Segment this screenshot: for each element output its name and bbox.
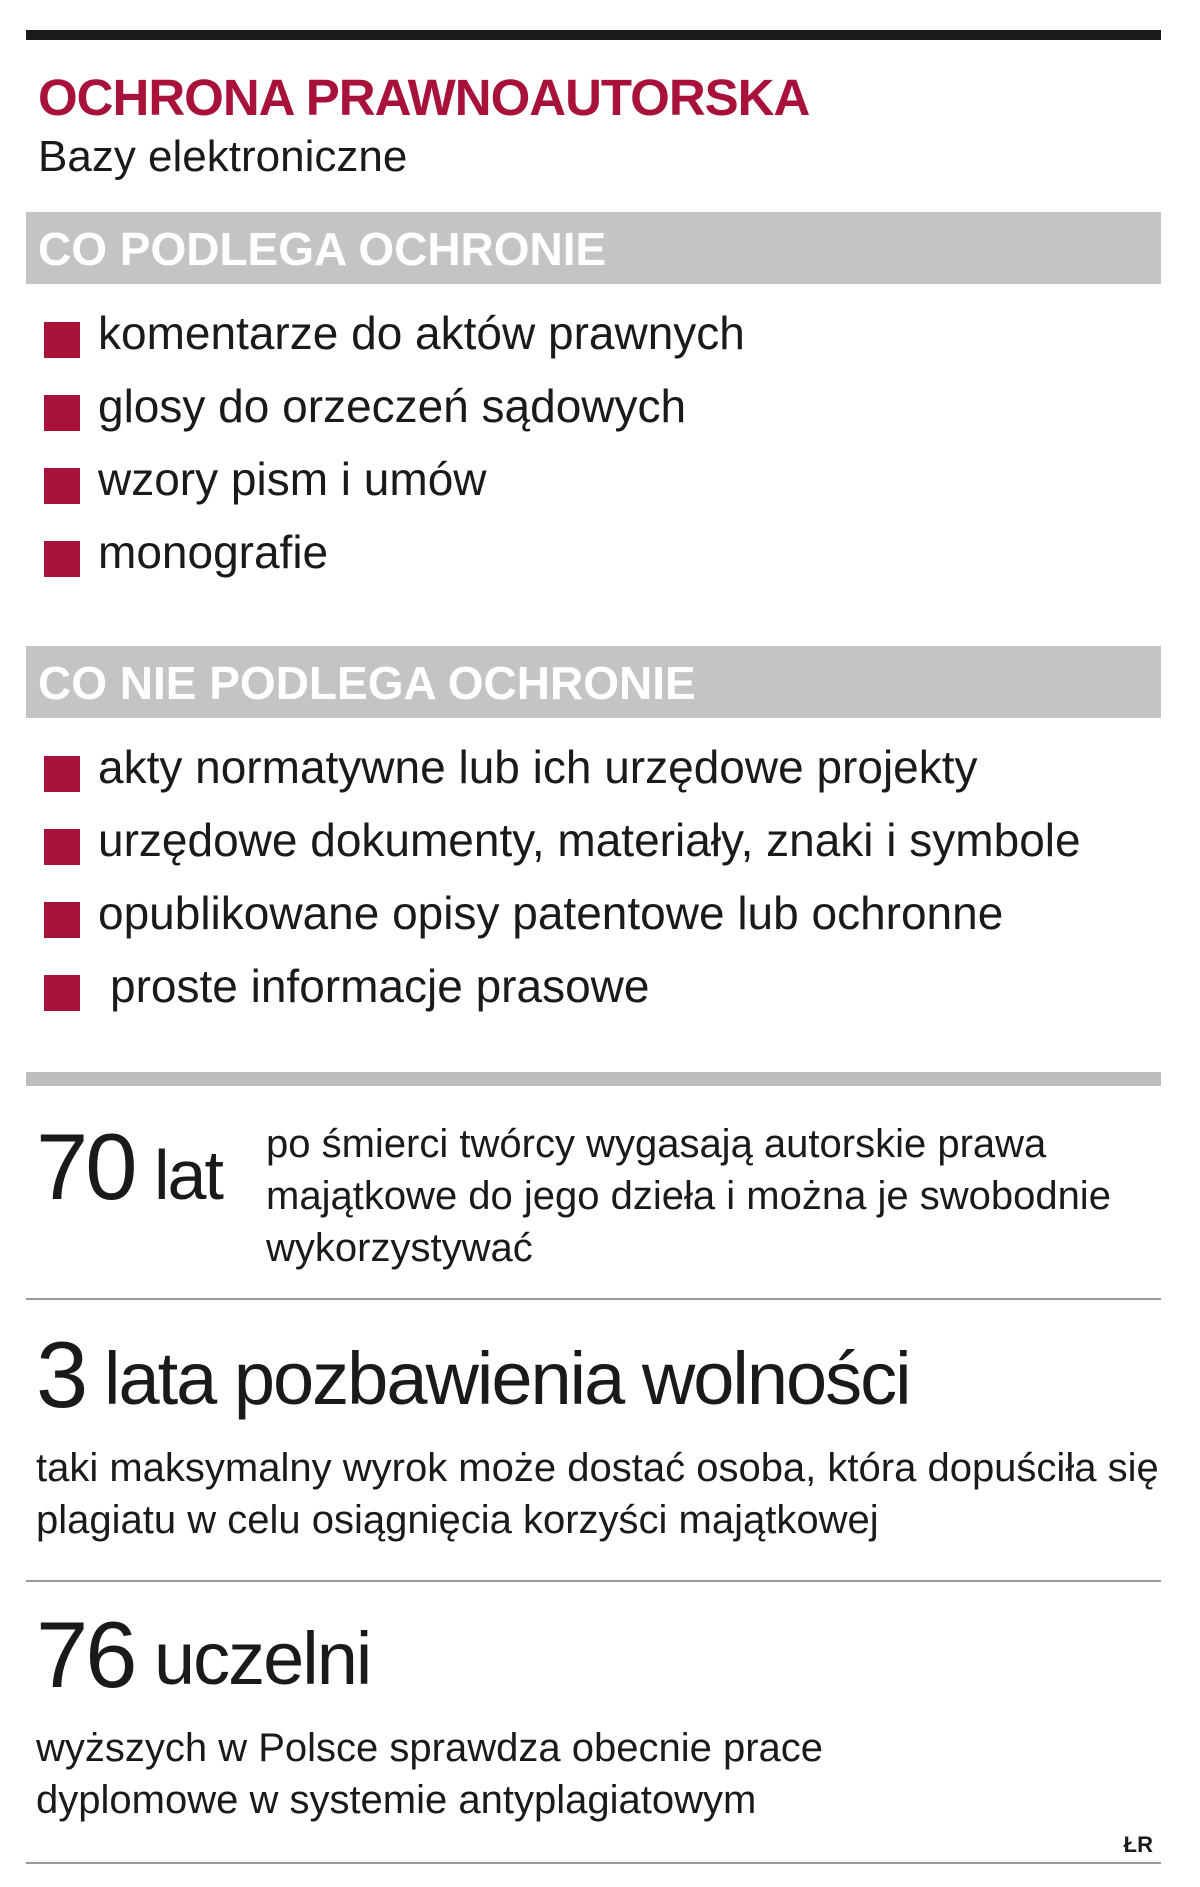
not-protected-heading: CO NIE PODLEGA OCHRONIE xyxy=(38,657,696,709)
list-item xyxy=(26,448,1161,521)
protected-heading: CO PODLEGA OCHRONIE xyxy=(38,223,607,275)
bullet-square-icon xyxy=(44,902,80,938)
fact-description: po śmierci twórcy wygasają autorskie prawa majątkowe do jego dzieła i można je swobodnie wykorzystywać xyxy=(266,1122,1111,1270)
infographic-title: OCHRONA PRAWNOAUTORSKA xyxy=(38,69,810,126)
fact-unit: lat xyxy=(154,1136,222,1214)
fact-unit: uczelni xyxy=(154,1617,371,1700)
not-protected-heading-band xyxy=(26,646,1161,718)
author-credit: ŁR xyxy=(1123,1832,1153,1857)
list-item xyxy=(26,302,1161,375)
bullet-square-icon xyxy=(44,468,80,504)
not-protected-list xyxy=(26,736,1161,1028)
fact-number: 70 xyxy=(36,1114,135,1219)
list-item-text: opublikowane opisy patentowe lub ochronne xyxy=(98,887,1004,939)
bullet-square-icon xyxy=(44,395,80,431)
bottom-rule xyxy=(26,1862,1161,1864)
section-divider xyxy=(26,1072,1161,1086)
list-item-text: komentarze do aktów prawnych xyxy=(98,307,745,359)
list-item xyxy=(26,521,1161,594)
list-item xyxy=(26,375,1161,448)
protected-heading-band xyxy=(26,212,1161,284)
list-item xyxy=(26,736,1161,809)
list-item-text: urzędowe dokumenty, materiały, znaki i symbole xyxy=(98,814,1081,866)
bullet-square-icon xyxy=(44,541,80,577)
fact-description: taki maksymalny wyrok może dostać osoba, która dopuściła się plagiatu w celu osiągnięcia korzyści majątkowej xyxy=(36,1446,1159,1542)
fact-number: 76 xyxy=(36,1602,135,1707)
fact-unit: lata pozbawienia wolności xyxy=(104,1337,910,1420)
bullet-square-icon xyxy=(44,975,80,1011)
bullet-square-icon xyxy=(44,829,80,865)
list-item xyxy=(26,882,1161,955)
list-item xyxy=(26,955,1161,1028)
list-item-text: wzory pism i umów xyxy=(98,453,487,505)
list-item-text: glosy do orzeczeń sądowych xyxy=(98,380,687,432)
bullet-square-icon xyxy=(44,756,80,792)
infographic-subtitle: Bazy elektroniczne xyxy=(38,132,408,181)
fact-divider xyxy=(26,1580,1161,1582)
list-item-text: proste informacje prasowe xyxy=(110,960,650,1012)
list-item-text: monografie xyxy=(98,526,329,578)
fact-divider xyxy=(26,1298,1161,1300)
list-item xyxy=(26,809,1161,882)
protected-list xyxy=(26,302,1161,594)
fact-description: wyższych w Polsce sprawdza obecnie prace dyplomowe w systemie antyplagiatowym xyxy=(36,1726,824,1822)
list-item-text: akty normatywne lub ich urzędowe projekty xyxy=(98,741,978,793)
fact-number: 3 xyxy=(36,1322,86,1427)
bullet-square-icon xyxy=(44,322,80,358)
top-rule xyxy=(26,30,1161,40)
